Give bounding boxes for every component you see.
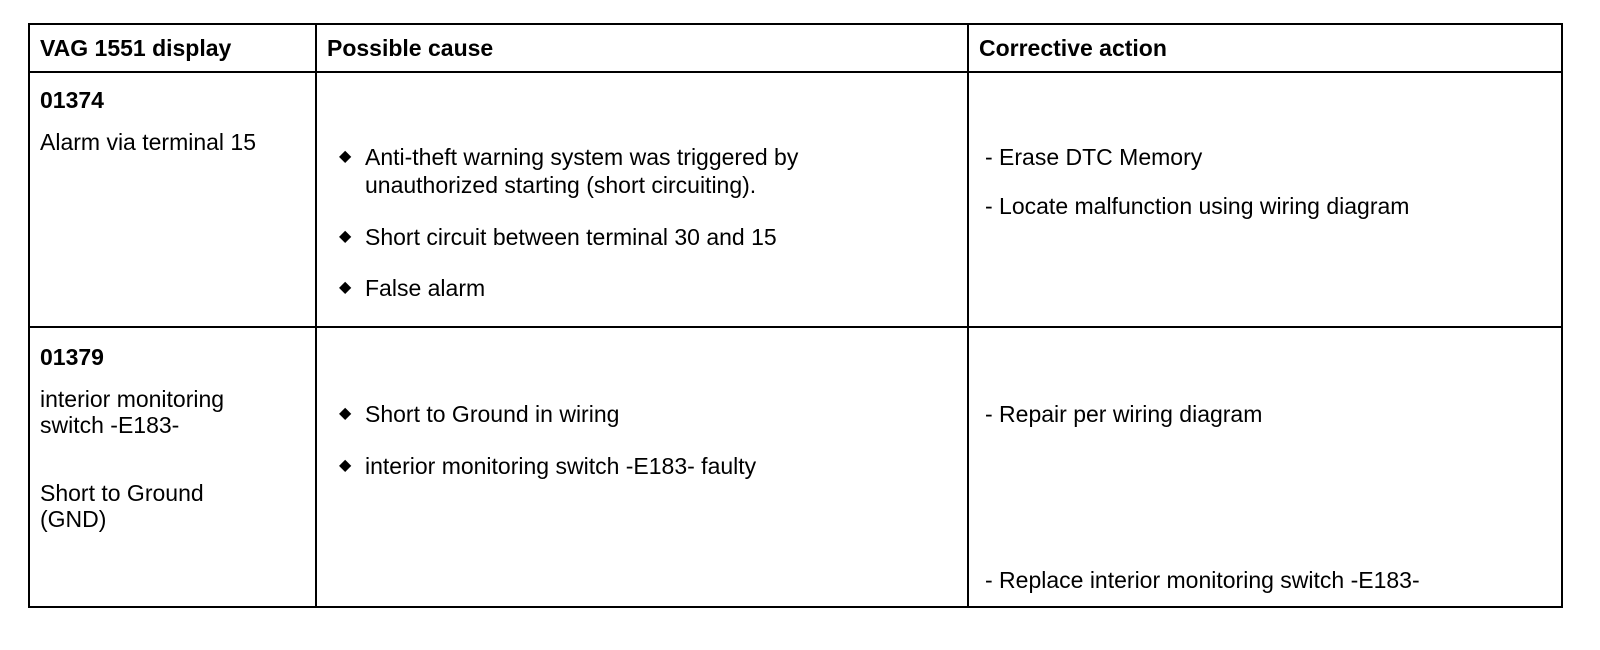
action-item: - Erase DTC Memory <box>985 144 1203 170</box>
cause-text: False alarm <box>365 275 486 301</box>
diagnostic-table <box>28 23 1563 608</box>
cause-item <box>339 400 945 428</box>
cause-item <box>339 274 945 302</box>
header-vag-display: VAG 1551 display <box>29 24 316 72</box>
table-header-row <box>29 24 1562 72</box>
cause-cell <box>316 327 968 607</box>
cause-item <box>339 452 945 480</box>
cause-text: Short to Ground in wiring <box>365 401 620 427</box>
diamond-bullet-icon: ◆ <box>339 279 352 296</box>
table-row <box>29 327 1562 607</box>
cause-text: Short circuit between terminal 30 and 15 <box>365 224 777 250</box>
action-item: - Replace interior monitoring switch -E183- <box>985 567 1420 593</box>
cause-cell <box>316 72 968 327</box>
diamond-bullet-icon: ◆ <box>339 148 352 165</box>
header-possible-cause: Possible cause <box>316 24 968 72</box>
cause-item <box>339 143 925 199</box>
header-corrective-action: Corrective action <box>968 24 1562 72</box>
action-item: - Repair per wiring diagram <box>985 401 1263 427</box>
fault-description: Alarm via terminal 15 <box>40 129 257 155</box>
fault-description: interior monitoring switch -E183- <box>40 386 225 438</box>
cause-text: Anti-theft warning system was triggered by unauthorized starting (short circuiting). <box>365 144 799 198</box>
action-cell <box>968 327 1562 607</box>
action-item: - Locate malfunction using wiring diagram <box>985 193 1410 219</box>
diamond-bullet-icon: ◆ <box>339 457 352 474</box>
fault-description: Short to Ground (GND) <box>40 480 204 532</box>
cause-item <box>339 223 945 251</box>
display-cell <box>29 72 316 327</box>
cause-text: interior monitoring switch -E183- faulty <box>365 453 757 479</box>
action-cell <box>968 72 1562 327</box>
diamond-bullet-icon: ◆ <box>339 228 352 245</box>
fault-code: 01379 <box>40 344 104 370</box>
display-cell <box>29 327 316 607</box>
diamond-bullet-icon: ◆ <box>339 405 352 422</box>
fault-code: 01374 <box>40 87 104 113</box>
table-row <box>29 72 1562 327</box>
